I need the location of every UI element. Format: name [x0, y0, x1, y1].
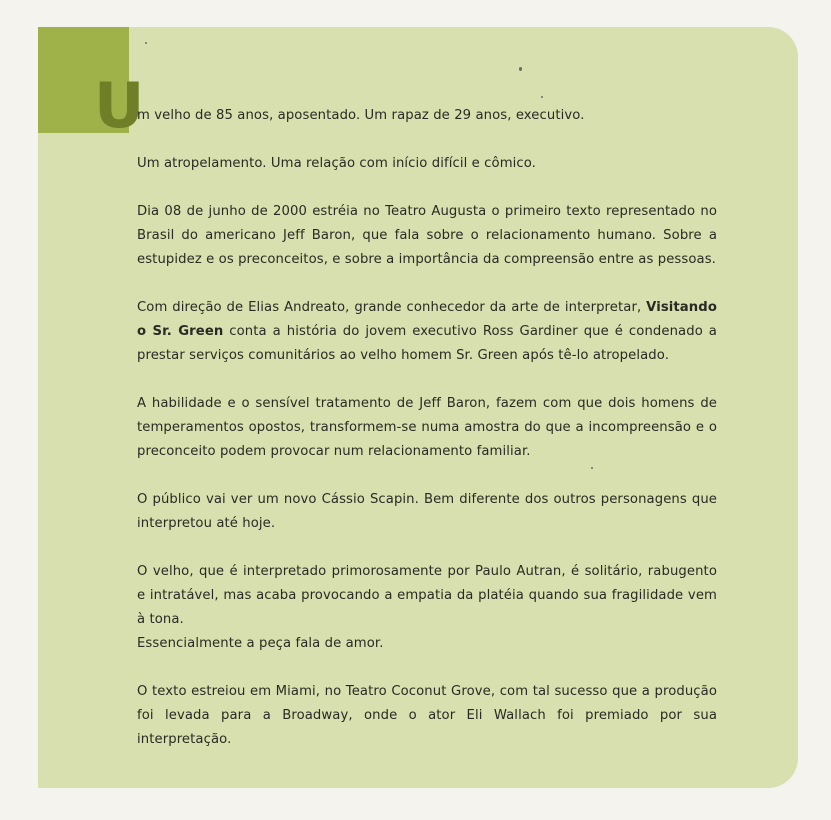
- paragraph-3: Dia 08 de junho de 2000 estréia no Teatro Augusta o primeiro texto representado no Brasil do americano Jeff Baron, que fala sobre o relacionamento humano. Sobre a estupidez e os preconceitos, e sobre a importância da compreensão entre as pessoas.: [137, 204, 717, 267]
- paragraph-4-after: conta a história do jovem executivo Ross Gardiner que é condenado a prestar serviços comunitários ao velho homem Sr. Green após tê-lo atropelado.: [137, 324, 717, 363]
- paragraph-8: Essencialmente a peça fala de amor.: [137, 636, 384, 651]
- paragraph-5: A habilidade e o sensível tratamento de Jeff Baron, fazem com que dois homens de temperamentos opostos, transformem-se numa amostra do que a incompreensão e o preconceito podem provocar num relacionamento familiar.: [137, 396, 717, 459]
- paragraph-9: O texto estreiou em Miami, no Teatro Coconut Grove, com tal sucesso que a produção foi levada para a Broadway, onde o ator Eli Wallach foi premiado por sua interpretação.: [137, 684, 717, 747]
- dropcap-letter: U: [94, 69, 145, 142]
- paragraph-4: [137, 296, 717, 368]
- play-title: Visitando o Sr. Green: [137, 300, 717, 339]
- paragraph-6: O público vai ver um novo Cássio Scapin. Bem diferente dos outros personagens que interpretou até hoje.: [137, 492, 717, 531]
- speck: [541, 96, 543, 98]
- paragraph-2: Um atropelamento. Uma relação com início difícil e cômico.: [137, 156, 536, 171]
- paragraph-4-before: Com direção de Elias Andreato, grande conhecedor da arte de interpretar,: [137, 300, 647, 315]
- paragraph-1: m velho de 85 anos, aposentado. Um rapaz de 29 anos, executivo.: [137, 108, 585, 123]
- speck: [519, 67, 522, 71]
- speck: [591, 467, 593, 469]
- speck: [145, 42, 147, 44]
- paragraph-7: O velho, que é interpretado primorosamente por Paulo Autran, é solitário, rabugento e intratável, mas acaba provocando a empatia da platéia quando sua fragilidade vem à tona.: [137, 564, 717, 627]
